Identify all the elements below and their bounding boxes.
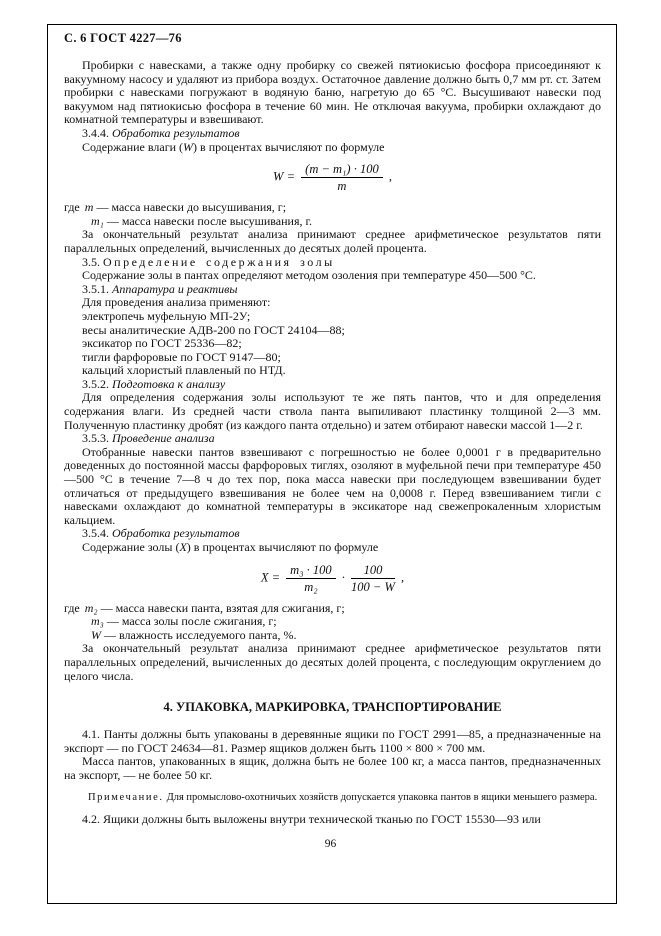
formula-tail: ,: [388, 169, 392, 184]
clause-title: Проведение анализа: [112, 431, 215, 446]
apparatus-item: электропечь муфельную МП-2У;: [82, 308, 251, 323]
clause-title: Подготовка к анализу: [112, 376, 226, 391]
clause-number: 3.5.3.: [82, 431, 109, 446]
section-4-heading: 4. УПАКОВКА, МАРКИРОВКА, ТРАНСПОРТИРОВАНИЕ: [163, 700, 502, 715]
definition-text: — масса навески панта, взятая для сжигания, г;: [97, 600, 345, 615]
apparatus-item: тигли фарфоровые по ГОСТ 9147—80;: [82, 349, 281, 364]
formula-ash: [64, 563, 601, 594]
page-number: 96: [324, 838, 337, 850]
page-content: [64, 31, 601, 826]
note-label: Примечание.: [88, 791, 164, 803]
paragraph-apparatus-intro: Для проведения анализа применяют:: [82, 295, 271, 310]
paragraph-ash-result: За окончательный результат анализа принимают среднее арифметическое результатов пяти параллельных определений, вычисленных до десятых долей процента, с последующим округлением до целого числа.: [64, 641, 601, 683]
apparatus-item: весы аналитические АДВ-200 по ГОСТ 24104—88;: [82, 322, 345, 337]
variable: m₂: [84, 600, 98, 615]
clause-title: Аппаратура и реактивы: [112, 281, 238, 296]
variable: m: [84, 200, 94, 215]
where-lead: где: [64, 200, 80, 215]
clause-number: 3.5.1.: [82, 281, 109, 296]
clause-number: 3.5.: [82, 254, 100, 269]
heading-3-5-2: [64, 378, 601, 392]
paragraph-drying-procedure: Пробирки с навесками, а также одну пробирку со свежей пятиокисью фосфора присоединяют к вакуумному насосу и удаляют из прибора воздух. Остаточное давление должно быть 0,7 мм рт. ст. Затем пробирки с навесками погружают в водяную баню, нагретую до 65 °С. Высушивают навески под вакуумом над пятиокисью фосфора в течение 60 мин. Не отключая вакуума, пробирки охлаждают до комнатной температуры и взвешивают.: [64, 58, 601, 127]
clause-number: 3.5.4.: [82, 526, 109, 541]
heading-3-5-4: [64, 527, 601, 541]
fraction-numerator: 100: [351, 563, 395, 579]
heading-3-5-3: [64, 432, 601, 446]
definition-line: [64, 602, 601, 616]
note-text: Для промыслово-охотничьих хозяйств допускается упаковка пантов в ящики меньшего размера.: [166, 791, 598, 803]
fraction-numerator: m₃ · 100: [286, 563, 336, 579]
paragraph-preparation: Для определения содержания золы используют те же пять пантов, что и для определения содержания влаги. Из средней части ствола панта выпиливают пластинку толщиной 2—3 мм. Полученную пластинку дробят (из каждого панта отдельно) и затем отбирают навески массой 1—2 г.: [64, 390, 601, 432]
where-definitions-ash: [64, 602, 601, 643]
where-lead: где: [64, 600, 80, 615]
paragraph-conduct-analysis: Отобранные навески пантов взвешивают с погрешностью не более 0,0001 г в предварительно доведенных до постоянной массы фарфоровых тиглях, озоляют в муфельной печи при температуре 450—500 °С в течение 7—8 ч до тех пор, пока масса навески при последующем взвешивании будет отличаться от предыдущего взвешивания не более чем на 0,0008 г. Перед взвешиванием тигли с навесками охлаждают до комнатной температуры в эксикаторе над свежепрокаленным хлористым кальцием.: [64, 444, 601, 527]
paragraph-ash-method: Содержание золы в пантах определяют методом озоления при температуре 450—500 °С.: [82, 268, 536, 283]
fraction: [286, 563, 336, 594]
fraction-denominator: m₂: [304, 579, 318, 594]
clause-number: 3.5.2.: [82, 376, 109, 391]
formula-tail: ,: [401, 569, 405, 584]
heading-3-5-1: [64, 283, 601, 297]
paragraph-4-1: 4.1. Панты должны быть упакованы в деревянные ящики по ГОСТ 2991—85, а предназначенные на экспорт — по ГОСТ 24634—81. Размер ящиков должен быть 1100 × 800 × 700 мм.: [64, 727, 601, 755]
where-definitions-moisture: [64, 201, 601, 228]
definition-line: [64, 629, 601, 643]
formula-lhs: W =: [273, 169, 296, 184]
definition-text: — масса навески после высушивания, г.: [103, 213, 313, 228]
definition-line: [64, 215, 601, 229]
intro-text-tail: ) в процентах вычисляют по формуле: [193, 139, 385, 154]
variable-w: W: [183, 139, 194, 154]
apparatus-item: кальций хлористый плавленый по НТД.: [82, 363, 286, 378]
formula-moisture: [64, 162, 601, 193]
formula-lhs: X =: [260, 569, 281, 584]
heading-3-4-4: [64, 127, 601, 141]
intro-text: Содержание влаги (: [82, 139, 184, 154]
variable-x: X: [179, 540, 187, 554]
fraction-numerator: (m − m₁) · 100: [301, 162, 383, 178]
apparatus-item: эксикатор по ГОСТ 25336—82;: [82, 336, 242, 351]
note-paragraph: [64, 792, 601, 804]
variable: m₁: [91, 213, 104, 228]
clause-title: Обработка результатов: [112, 526, 240, 541]
paragraph-4-2: 4.2. Ящики должны быть выложены внутри технической тканью по ГОСТ 15530—93 или: [82, 811, 541, 826]
clause-number: 3.4.4.: [82, 125, 109, 140]
paragraph-moisture-result: За окончательный результат анализа принимают среднее арифметическое результатов пяти параллельных определений, вычисленных до десятых долей процента.: [64, 227, 601, 255]
fraction: [301, 162, 383, 193]
intro-text: Содержание золы (: [82, 540, 180, 554]
fraction: [351, 563, 395, 594]
definition-line: [64, 201, 601, 215]
definition-text: — влажность исследуемого панта, %.: [101, 627, 297, 642]
running-header: С. 6 ГОСТ 4227—76: [64, 31, 182, 45]
intro-text-tail: ) в процентах вычисляют по формуле: [186, 540, 379, 554]
clause-title: Определение содержания золы: [103, 254, 335, 269]
variable: m₃: [91, 614, 104, 629]
ash-formula-intro: [64, 541, 601, 555]
definition-text: — масса золы после сжигания, г;: [103, 614, 277, 629]
clause-title: Обработка результатов: [112, 125, 240, 140]
fraction-denominator: 100 − W: [351, 579, 395, 594]
variable: W: [91, 627, 101, 642]
heading-3-5: [64, 256, 601, 270]
definition-text: — масса навески до высушивания, г;: [93, 200, 287, 215]
fraction-denominator: m: [337, 179, 347, 194]
moisture-formula-intro: [64, 141, 601, 155]
definition-line: [64, 615, 601, 629]
paragraph-4-1-mass: Масса пантов, упакованных в ящик, должна быть не более 100 кг, а масса пантов, предназначенных на экспорт, — не более 50 кг.: [64, 754, 601, 782]
multiplication-dot: ·: [341, 569, 345, 584]
